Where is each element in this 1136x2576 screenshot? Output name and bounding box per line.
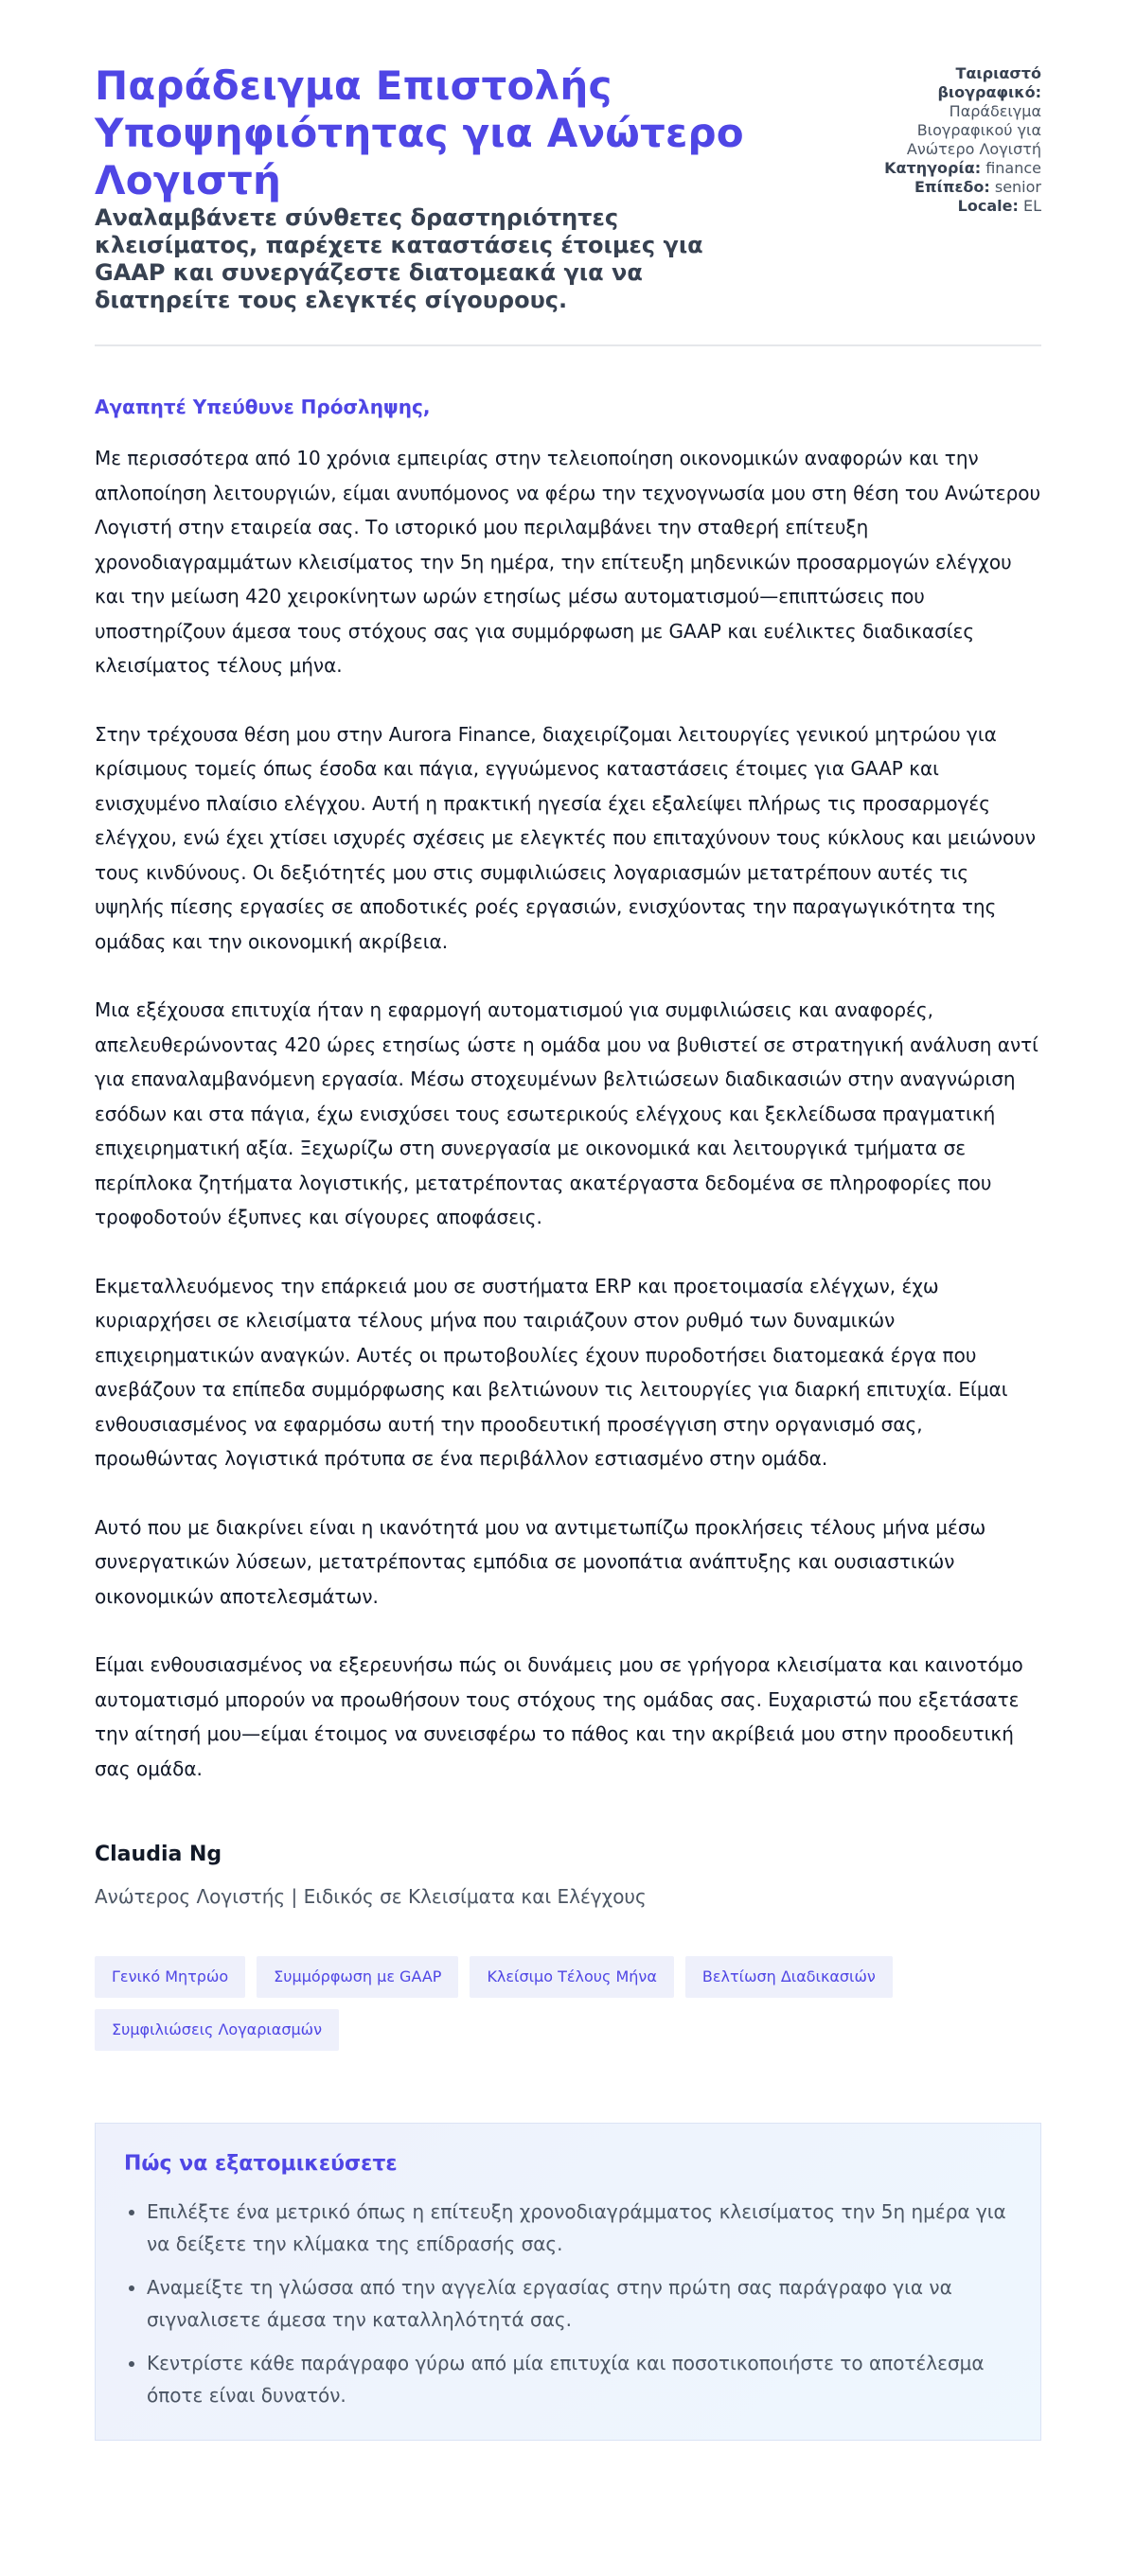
tip-item: • Αναμείξτε τη γλώσσα από την αγγελία εργασίας στην πρώτη σας παράγραφο για να σιγναλισετε άμεσα την καταλληλότητά σας. — [147, 2271, 1012, 2336]
meta-locale-value: EL — [1022, 197, 1041, 215]
letter-greeting: Αγαπητέ Υπεύθυνε Πρόσληψης, — [95, 396, 431, 418]
meta-matching-resume — [852, 64, 1041, 159]
letter-paragraph: Μια εξέχουσα επιτυχία ήταν η εφαρμογή αυτοματισμού για συμφιλιώσεις και αναφορές, απελευθερώνοντας 420 ώρες ετησίως ώστε η ομάδα μου να βυθιστεί σε στρατηγική ανάλυση αντί για επαναλαμβανόμενη εργασία. Μέσω στοχευμένων βελτιώσεων διαδικασιών στην αναγνώριση εσόδων και στα πάγια, έχω ενισχύσει τους εσωτερικούς ελέγχους και ξεκλείδωσα πραγματική επιχειρηματική αξία. Ξεχωρίζω στη συνεργασία με οικονομικά και λειτουργικά τμήματα σε περίπλοκα ζητήματα λογιστικής, μετατρέποντας ακατέργαστα δεδομένα σε πληροφορίες που τροφοδοτούν έξυπνες και σίγουρες αποφάσεις. — [95, 998, 1038, 1228]
meta-locale — [852, 197, 1041, 216]
meta-matching-label: Ταιριαστό βιογραφικό: — [937, 64, 1041, 101]
signature-name: Claudia Ng — [95, 1843, 222, 1866]
meta-category — [852, 159, 1041, 178]
meta-level — [852, 178, 1041, 197]
meta-level-value: senior — [994, 178, 1041, 196]
skill-tag: Συμφιλιώσεις Λογαριασμών — [95, 2009, 339, 2051]
tip-item: • Κεντρίστε κάθε παράγραφο γύρω από μία επιτυχία και ποσοτικοποιήστε το αποτέλεσμα όποτε είναι δυνατόν. — [147, 2347, 1012, 2411]
meta-locale-label: Locale: — [957, 197, 1019, 215]
tip-item: • Επιλέξτε ένα μετρικό όπως η επίτευξη χρονοδιαγράμματος κλεισίματος την 5η ημέρα για να δείξετε την κλίμακα της επίδρασής σας. — [147, 2196, 1012, 2260]
letter-paragraph: Στην τρέχουσα θέση μου στην Aurora Finance, διαχειρίζομαι λειτουργίες γενικού μητρώου για κρίσιμους τομείς όπως έσοδα και πάγια, εγγυώμενος καταστάσεις έτοιμες για GAAP και ενισχυμένο πλαίσιο ελέγχου. Αυτή η πρακτική ηγεσία έχει εξαλείψει πλήρως τις προσαρμογές ελέγχου, ενώ έχει χτίσει ισχυρές σχέσεις με ελεγκτές που επιταχύνουν τους κύκλους και μειώνουν τους κινδύνους. Οι δεξιότητές μου στις συμφιλιώσεις λογαριασμών μετατρέπουν αυτές τις υψηλής πίεσης εργασίες σε αποδοτικές ροές εργασιών, ενισχύοντας την παραγωγικότητα της ομάδας και την οικονομική ακρίβεια. — [95, 722, 1037, 953]
skill-tag: Κλείσιμο Τέλους Μήνα — [470, 1956, 673, 1998]
meta-category-label: Κατηγορία: — [884, 159, 982, 177]
skill-tag: Βελτίωση Διαδικασιών — [685, 1956, 893, 1998]
meta-matching-value: Παράδειγμα Βιογραφικού για Ανώτερο Λογιστή — [906, 102, 1041, 158]
meta-panel — [852, 62, 1041, 216]
letter-body — [95, 394, 1041, 1786]
meta-level-label: Επίπεδο: — [914, 178, 990, 196]
letter-paragraph: Με περισσότερα από 10 χρόνια εμπειρίας στην τελειοποίηση οικονομικών αναφορών και την απλοποίηση λειτουργιών, είμαι ανυπόμονος να φέρω την τεχνογνωσία μου στη θέση του Ανώτερου Λογιστή στην εταιρεία σας. Το ιστορικό μου περιλαμβάνει την σταθερή επίτευξη χρονοδιαγραμμάτων κλεισίματος την 5η ημέρα, την επίτευξη μηδενικών προσαρμογών ελέγχου και την μείωση 420 χειροκίνητων ωρών ετησίως μέσω αυτοματισμού—επιπτώσεις που υποστηρίζουν άμεσα τους στόχους σας για συμμόρφωση με GAAP και ευέλικτες διαδικασίες κλεισίματος τέλους μήνα. — [95, 447, 1041, 677]
skill-tag: Γενικό Μητρώο — [95, 1956, 245, 1998]
skill-tag: Συμμόρφωση με GAAP — [257, 1956, 458, 1998]
customization-tips-box — [95, 2123, 1041, 2441]
letter-paragraph: Αυτό που με διακρίνει είναι η ικανότητά μου να αντιμετωπίζω προκλήσεις τέλους μήνα μέσω συνεργατικών λύσεων, μετατρέποντας εμπόδια σε μονοπάτια ανάπτυξης και ουσιαστικών οικονομικών αποτελεσμάτων. — [95, 1515, 986, 1608]
signature-role: Ανώτερος Λογιστής | Ειδικός σε Κλεισίματα και Ελέγχους — [95, 1885, 647, 1908]
page-subtitle: Αναλαμβάνετε σύνθετες δραστηριότητες κλεισίματος, παρέχετε καταστάσεις έτοιμες για GAAP και συνεργάζεστε διατομεακά για να διατηρείτε τους ελεγκτές σίγουρους. — [95, 204, 703, 313]
skill-tags — [95, 1956, 1041, 2051]
tips-list — [124, 2196, 1012, 2411]
page-title: Παράδειγμα Επιστολής Υποψηφιότητας για Ανώτερο Λογιστή — [95, 62, 744, 203]
cover-letter-page — [95, 0, 1041, 2441]
signature-block — [95, 1841, 1041, 1911]
tips-title: Πώς να εξατομικεύσετε — [124, 2152, 398, 2176]
letter-paragraph: Εκμεταλλευόμενος την επάρκειά μου σε συστήματα ERP και προετοιμασία ελέγχων, έχω κυριαρχήσει σε κλεισίματα τέλους μήνα που ταιριάζουν στον ρυθμό των δυναμικών επιχειρηματικών αναγκών. Αυτές οι πρωτοβουλίες έχουν πυροδοτήσει διατομεακά έργα που ανεβάζουν τα επίπεδα συμμόρφωσης και βελτιώνουν τις λειτουργίες για διαρκή επιτυχία. Είμαι ενθουσιασμένος να εφαρμόσω αυτή την προοδευτική προσέγγιση στην οργανισμό σας, προωθώντας λογιστικά πρότυπα σε ένα περιβάλλον εστιασμένο στην ομάδα. — [95, 1274, 1008, 1470]
page-header — [95, 62, 1041, 346]
header-title-block — [95, 62, 776, 314]
meta-category-value: finance — [985, 159, 1041, 177]
letter-paragraph: Είμαι ενθουσιασμένος να εξερευνήσω πώς οι δυνάμεις μου σε γρήγορα κλεισίματα και καινοτόμο αυτοματισμό μπορούν να προωθήσουν τους στόχους της ομάδας σας. Ευχαριστώ που εξετάσατε την αίτησή μου—είμαι έτοιμος να συνεισφέρω το πάθος και την ακρίβειά μου στην προοδευτική σας ομάδα. — [95, 1653, 1023, 1780]
